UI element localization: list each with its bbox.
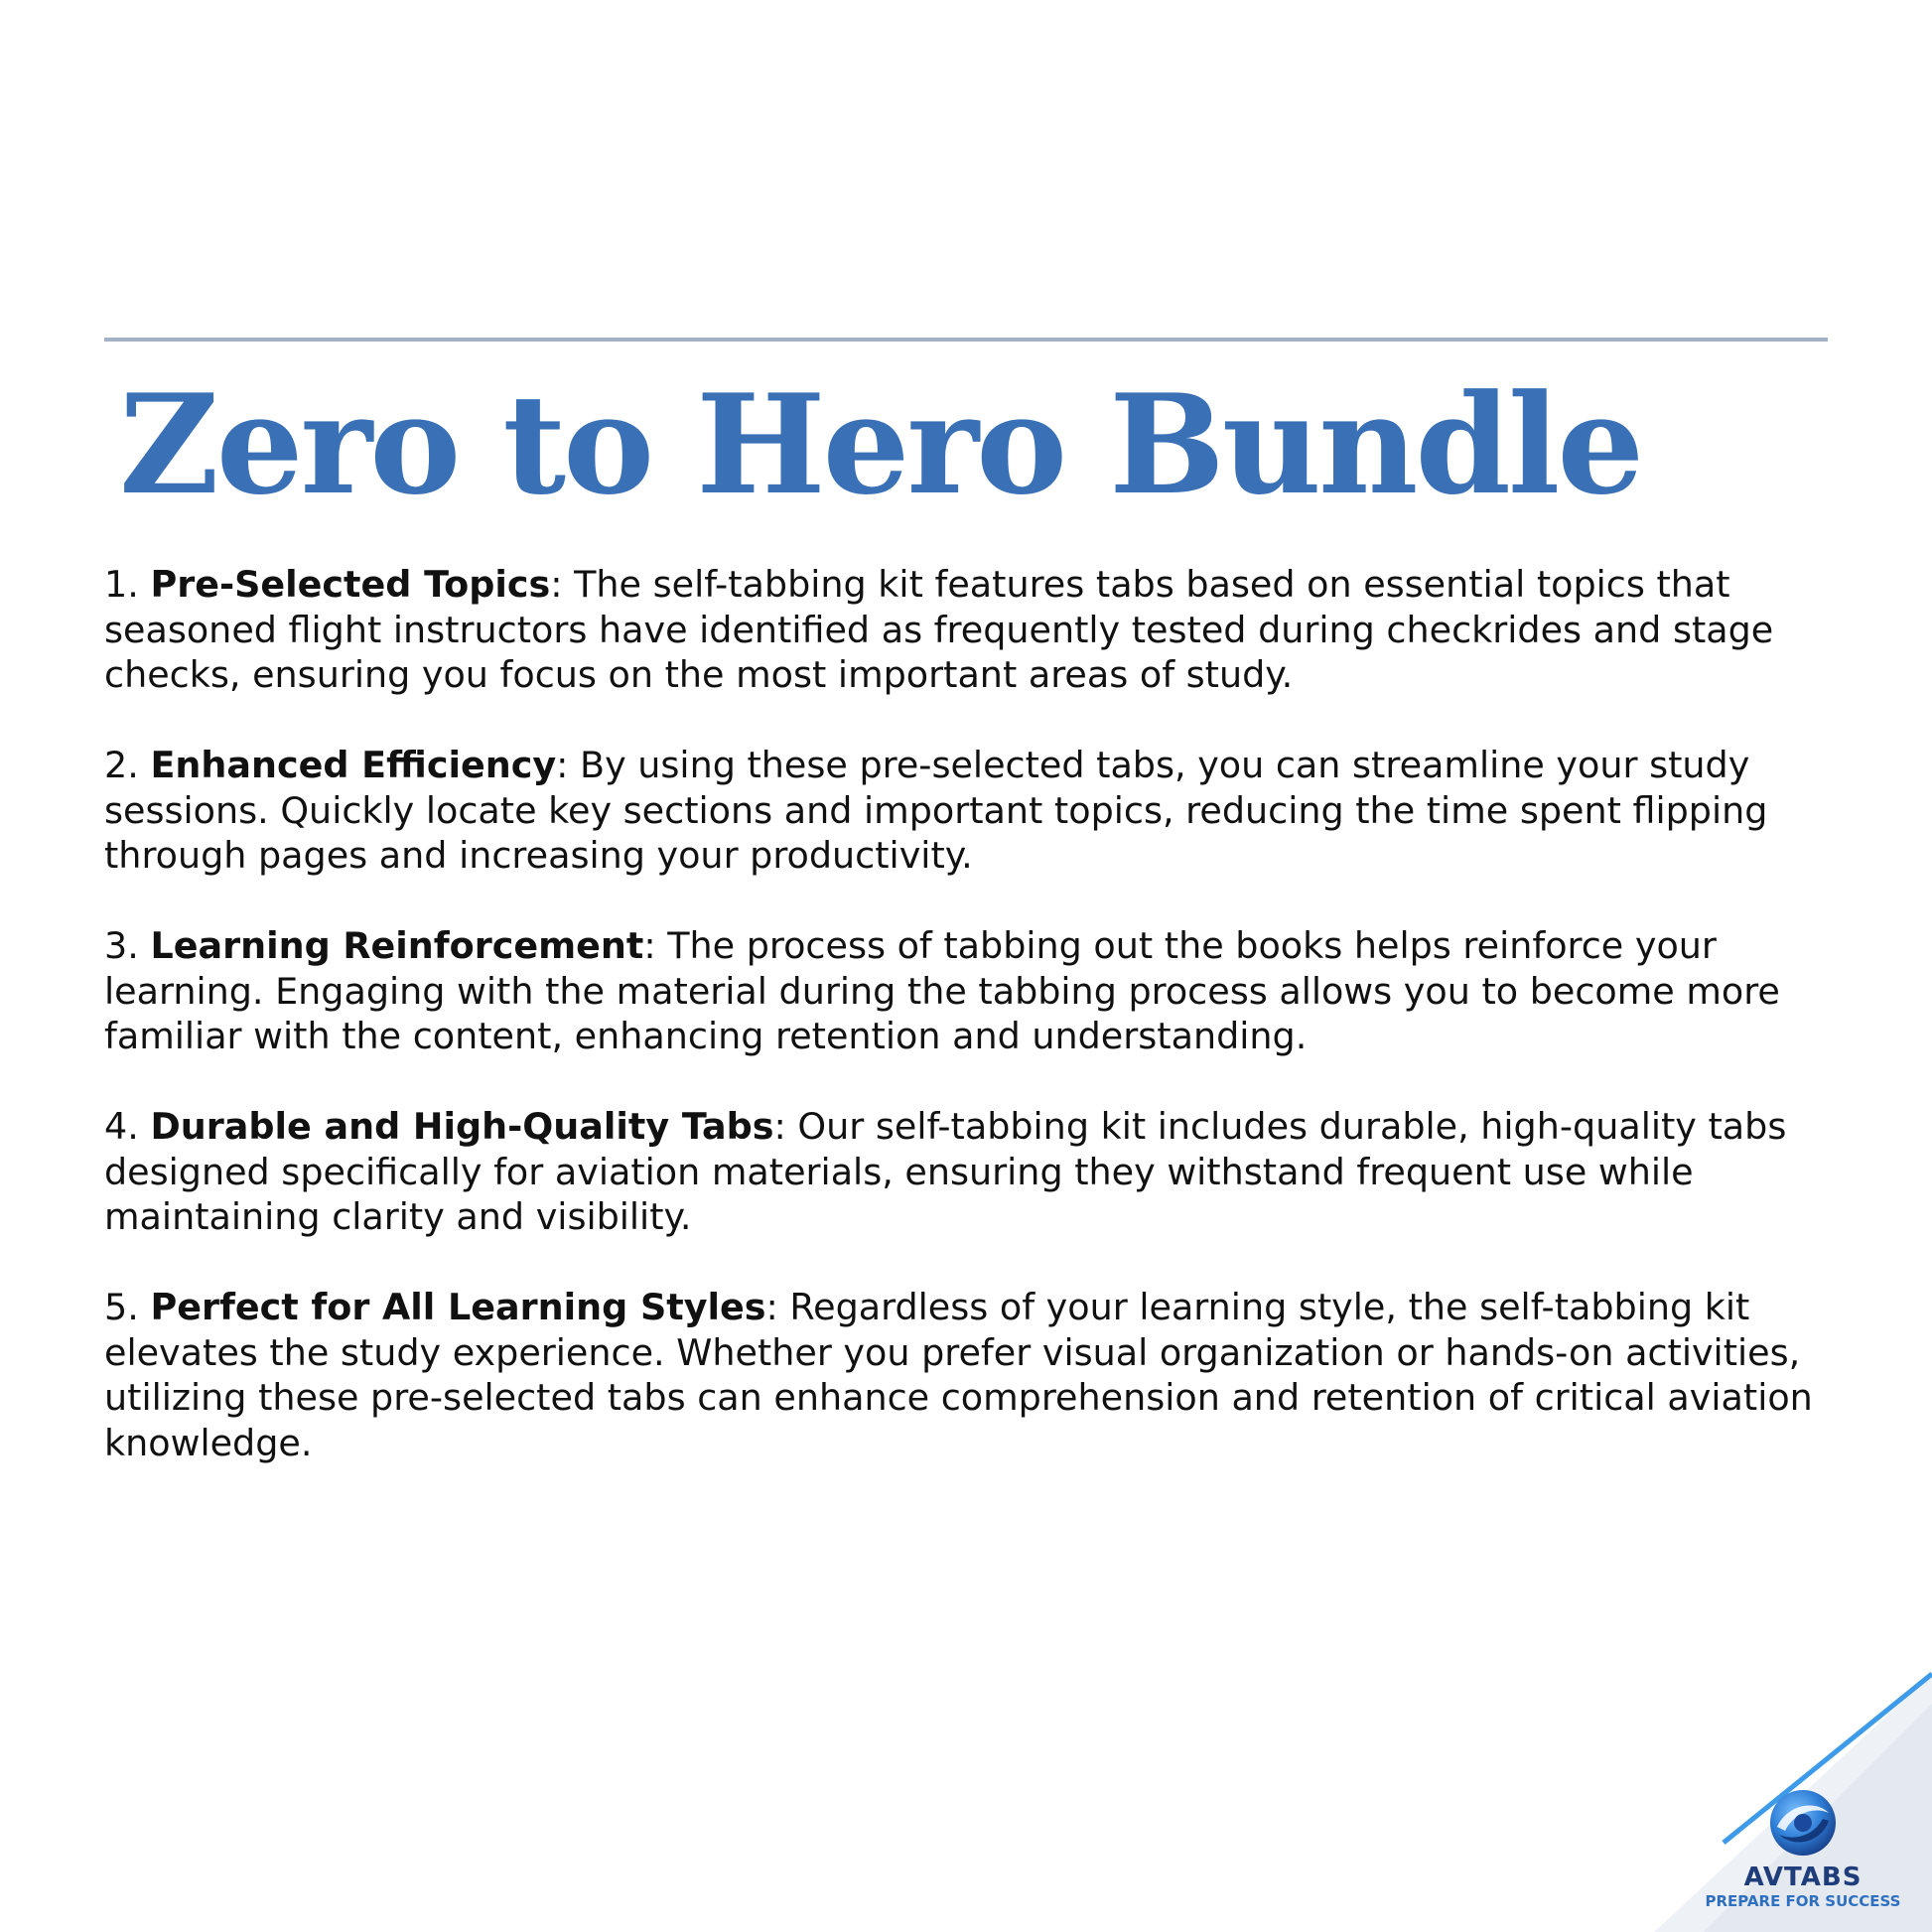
item-heading: Learning Reinforcement	[150, 924, 644, 967]
item-heading: Durable and High-Quality Tabs	[150, 1105, 774, 1148]
title-divider	[104, 338, 1828, 342]
item-body: : Our self-tabbing kit includes durable, high-quality tabs designed specifically for aviation materials, ensuring they withstand frequent use while maintaining clarity and visibility.	[104, 1105, 1787, 1238]
item-heading: Enhanced Efficiency	[150, 744, 557, 786]
item-heading: Pre-Selected Topics	[150, 563, 551, 606]
feature-item-1	[104, 562, 1852, 698]
page-title: Zero to Hero Bundle	[119, 363, 1642, 525]
feature-item-5	[104, 1285, 1852, 1465]
item-number: 4.	[104, 1105, 151, 1148]
item-body: : The process of tabbing out the books helps reinforce your learning. Engaging with the material during the tabbing process allows you to become more familiar with the content, enhancing retention and understanding.	[104, 924, 1780, 1057]
item-body: : Regardless of your learning style, the self-tabbing kit elevates the study experience. Whether you prefer visual organization or hands-on activities, utilizing these pre-selected tabs can enhance comprehension and retention of critical aviation knowledge.	[104, 1286, 1813, 1464]
feature-list	[104, 562, 1852, 1511]
item-body: : By using these pre-selected tabs, you can streamline your study sessions. Quickly locate key sections and important topics, reducing the time spent flipping through pages and increasing your productivity.	[104, 744, 1768, 877]
item-number: 3.	[104, 924, 151, 967]
item-heading: Perfect for All Learning Styles	[150, 1286, 766, 1328]
feature-item-3	[104, 923, 1852, 1059]
item-number: 1.	[104, 563, 151, 606]
item-body: : The self-tabbing kit features tabs based on essential topics that seasoned flight instructors have identified as frequently tested during checkrides and stage checks, ensuring you focus on the most important areas of study.	[104, 563, 1774, 696]
brand-name: AVTABS	[1743, 1863, 1863, 1892]
item-number: 5.	[104, 1286, 151, 1328]
item-number: 2.	[104, 744, 151, 786]
brand-tagline: PREPARE FOR SUCCESS	[1705, 1892, 1901, 1910]
swirl-globe-icon	[1767, 1787, 1839, 1859]
brand-logo	[1694, 1787, 1912, 1910]
feature-item-2	[104, 743, 1852, 879]
feature-item-4	[104, 1104, 1852, 1240]
